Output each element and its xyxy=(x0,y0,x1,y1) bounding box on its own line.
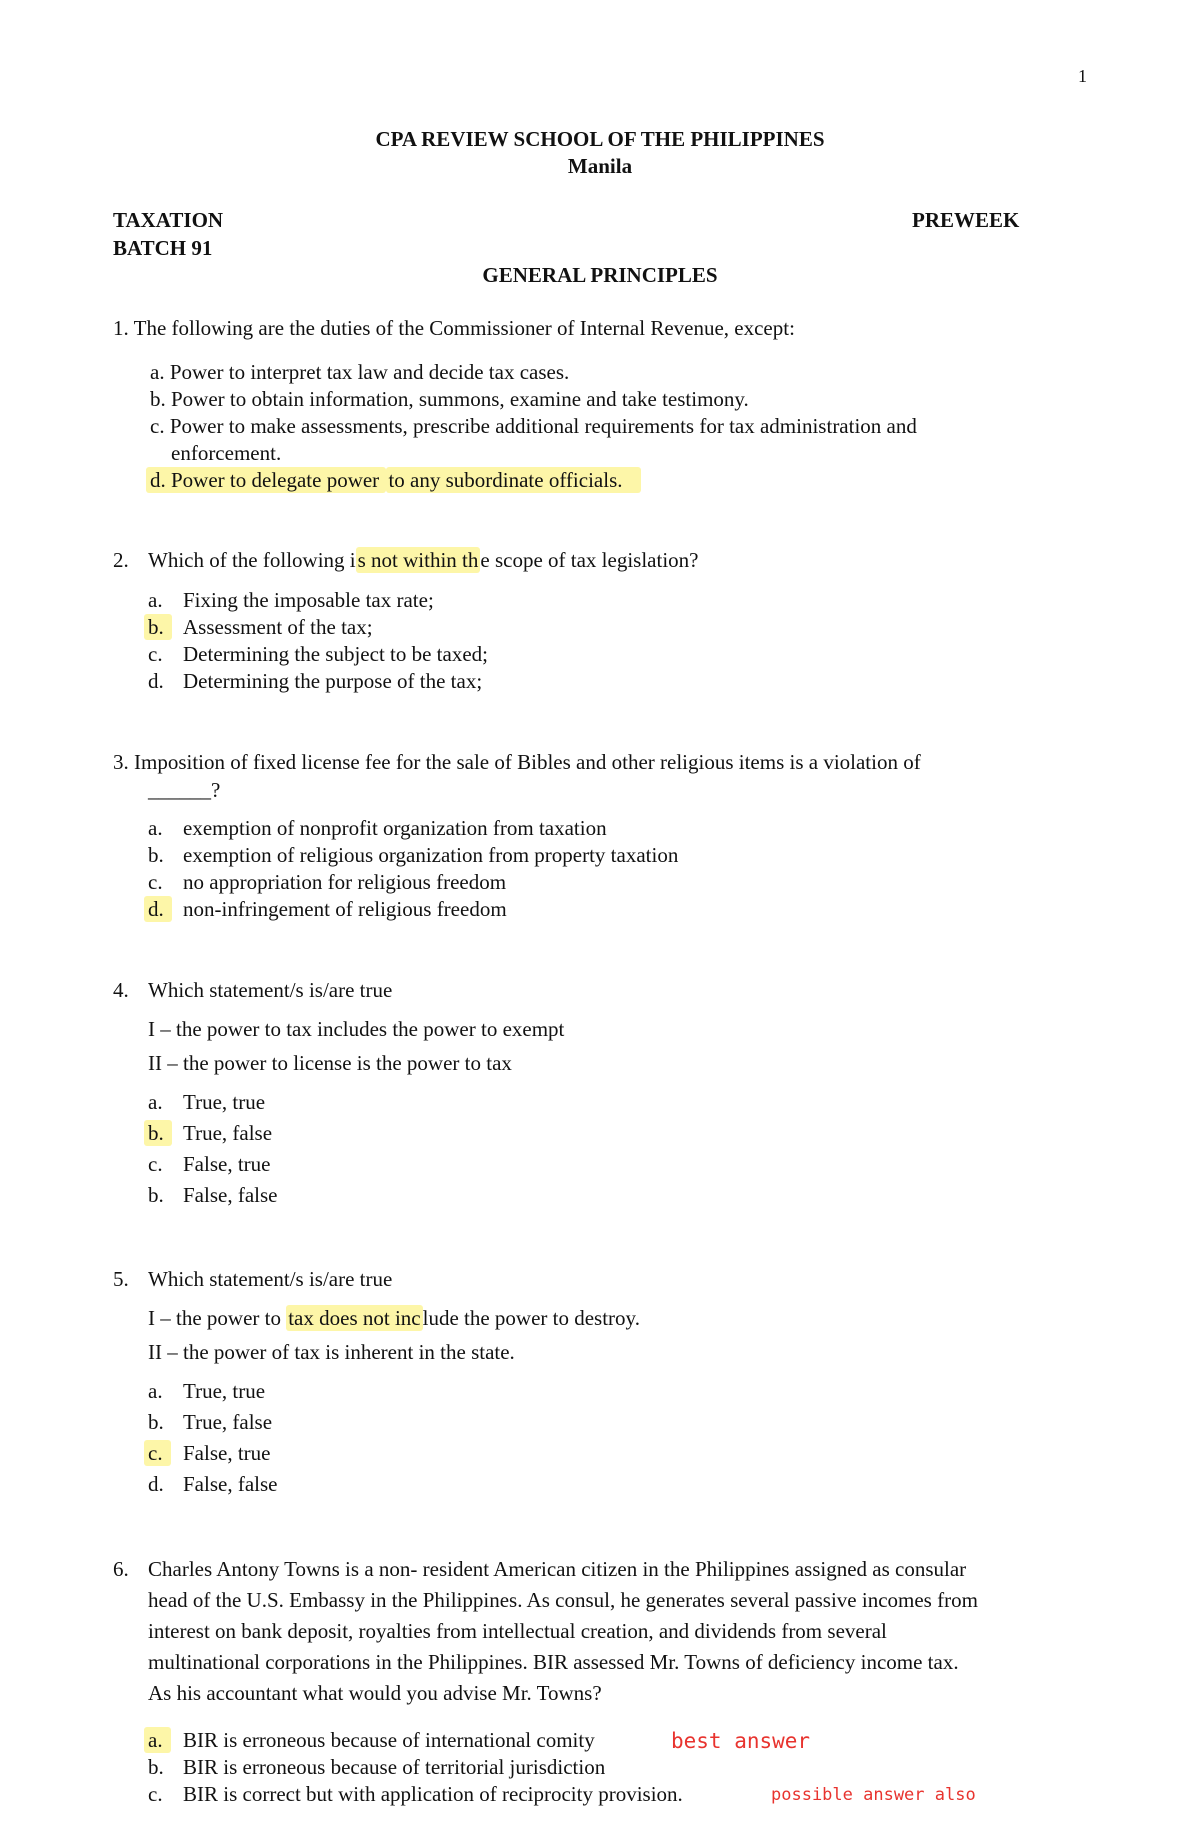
q6-stem-line-1: Charles Antony Towns is a non- resident American citizen in the Philippines assigned as consular xyxy=(148,1557,967,1581)
q4-option-d-letter: b. xyxy=(148,1183,164,1207)
question-3-stem: 3. Imposition of fixed license fee for the sale of Bibles and other religious items is a violation of xyxy=(113,750,921,774)
school-city: Manila xyxy=(567,154,633,178)
q2-option-c: Determining the subject to be taxed; xyxy=(183,642,488,666)
q3-option-a: exemption of nonprofit organization from taxation xyxy=(183,816,607,840)
q4-option-a-letter: a. xyxy=(148,1090,163,1114)
q3-option-b: exemption of religious organization from property taxation xyxy=(183,843,679,867)
preweek-label: PREWEEK xyxy=(912,208,1020,232)
q5-option-a-letter: a. xyxy=(148,1379,163,1403)
q6-option-c-letter: c. xyxy=(148,1782,163,1806)
q2-stem-highlight: s not within th xyxy=(357,548,479,572)
q3-answer-highlight: d. xyxy=(144,896,172,922)
q4-option-a: True, true xyxy=(183,1090,266,1114)
q3-option-d: non-infringement of religious freedom xyxy=(183,897,507,921)
q2-option-b: Assessment of the tax; xyxy=(183,615,373,639)
q2-answer-highlight: b. xyxy=(144,614,172,640)
q5-option-b: True, false xyxy=(183,1410,273,1434)
q4-option-b: True, false xyxy=(183,1121,273,1145)
question-3-blank: ______? xyxy=(148,778,221,802)
q1-option-c-cont: enforcement. xyxy=(171,441,282,465)
q5-answer-highlight: c. xyxy=(144,1440,171,1466)
page-number: 1 xyxy=(1078,66,1087,86)
q5-number: 5. xyxy=(113,1267,129,1291)
q5-option-b-letter: b. xyxy=(148,1410,164,1434)
possible-answer-note: possible answer also xyxy=(771,1785,976,1805)
q1-d-letter-highlight: d. Power to delegate power xyxy=(146,467,386,493)
question-1-stem: 1. The following are the duties of the Commissioner of Internal Revenue, except: xyxy=(113,316,795,340)
q5-option-c: False, true xyxy=(183,1441,271,1465)
q2-option-a-letter: a. xyxy=(148,588,163,612)
batch-label: BATCH 91 xyxy=(113,236,213,260)
q6-option-b-letter: b. xyxy=(148,1755,164,1779)
q5-statement-highlight: tax does not inc xyxy=(288,1306,421,1330)
q5-option-d-letter: d. xyxy=(148,1472,164,1496)
q6-option-b: BIR is erroneous because of territorial jurisdiction xyxy=(183,1755,606,1779)
q6-number: 6. xyxy=(113,1557,129,1581)
q4-statement-1: I – the power to tax includes the power to exempt xyxy=(148,1017,565,1041)
question-5-stem: Which statement/s is/are true xyxy=(148,1267,393,1291)
q1-option-d xyxy=(146,466,641,494)
q4-option-d: False, false xyxy=(183,1183,278,1207)
q6-stem-line-3: interest on bank deposit, royalties from intellectual creation, and dividends from several xyxy=(148,1619,887,1643)
q2-option-c-letter: c. xyxy=(148,642,163,666)
q5-statement-1: I – the power to tax does not include the power to destroy. xyxy=(148,1306,640,1330)
q4-statement-2: II – the power to license is the power to tax xyxy=(148,1051,512,1075)
q5-option-a: True, true xyxy=(183,1379,266,1403)
best-answer-note: best answer xyxy=(671,1729,811,1753)
q5-option-d: False, false xyxy=(183,1472,278,1496)
q4-option-b-letter xyxy=(144,1119,172,1147)
q4-option-c-letter: c. xyxy=(148,1152,163,1176)
school-name: CPA REVIEW SCHOOL OF THE PHILIPPINES xyxy=(375,127,825,151)
q1-option-c: c. Power to make assessments, prescribe additional requirements for tax administration and xyxy=(150,414,917,438)
q6-stem-line-2: head of the U.S. Embassy in the Philippines. As consul, he generates several passive incomes from xyxy=(148,1588,978,1612)
q2-option-d: Determining the purpose of the tax; xyxy=(183,669,483,693)
question-4-stem: Which statement/s is/are true xyxy=(148,978,393,1002)
q2-option-d-letter: d. xyxy=(148,669,164,693)
q1-answer-highlight: to any subordinate officials. xyxy=(386,467,640,493)
q4-answer-highlight: b. xyxy=(144,1120,172,1146)
q4-option-c: False, true xyxy=(183,1152,271,1176)
q3-option-a-letter: a. xyxy=(148,816,163,840)
q6-stem-line-5: As his accountant what would you advise Mr. Towns? xyxy=(148,1681,602,1705)
q3-option-d-letter xyxy=(144,895,172,923)
q2-number: 2. xyxy=(113,548,129,572)
q2-option-b-letter xyxy=(144,613,172,641)
q3-option-c: no appropriation for religious freedom xyxy=(183,870,507,894)
q6-option-a-letter xyxy=(144,1726,171,1754)
section-title: GENERAL PRINCIPLES xyxy=(482,263,718,287)
q4-number: 4. xyxy=(113,978,129,1002)
question-2-stem: Which of the following is not within the scope of tax legislation? xyxy=(148,548,699,572)
q6-answer-highlight: a. xyxy=(144,1727,171,1753)
q1-option-a: a. Power to interpret tax law and decide tax cases. xyxy=(150,360,570,384)
q3-option-c-letter: c. xyxy=(148,870,163,894)
q6-option-a: BIR is erroneous because of international comity xyxy=(183,1728,595,1752)
q5-statement-2: II – the power of tax is inherent in the state. xyxy=(148,1340,515,1364)
q6-stem-line-4: multinational corporations in the Philippines. BIR assessed Mr. Towns of deficiency income tax. xyxy=(148,1650,959,1674)
q5-option-c-letter xyxy=(144,1439,171,1467)
subject-label: TAXATION xyxy=(113,208,224,232)
q6-option-c: BIR is correct but with application of reciprocity provision. xyxy=(183,1782,683,1806)
q2-option-a: Fixing the imposable tax rate; xyxy=(183,588,434,612)
q1-option-b: b. Power to obtain information, summons, examine and take testimony. xyxy=(150,387,749,411)
q3-option-b-letter: b. xyxy=(148,843,164,867)
